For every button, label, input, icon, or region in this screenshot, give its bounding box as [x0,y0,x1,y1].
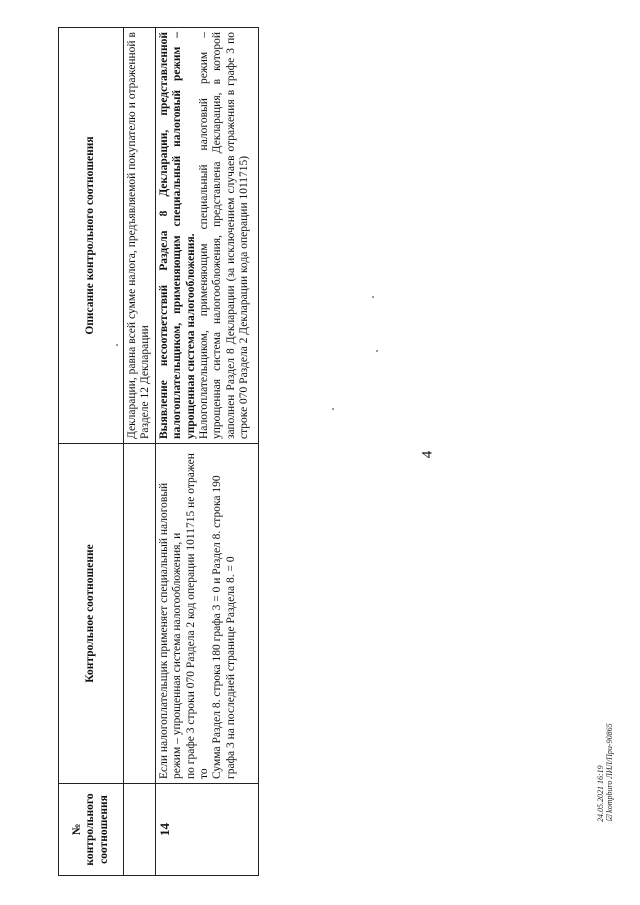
scan-speck [332,408,334,410]
table-header-row [59,28,124,876]
header-description: Описание контрольного соотношения [59,28,124,444]
row-14-control-line-1: Если налогоплательщик применяет специальный налоговый режим – упрощенная система налогообложения, и [157,482,184,779]
row-14-description-text: Налогоплательщиком, применяющим специальный налоговый режим – упрощенная система налогообложения, представлена Декларация, в которой заполнен Раздел 8 Декларации (за исключением случаев отражения в графе 3 по строке 070 Раздела 2 Декларации кода операции 1011715) [198,32,251,439]
row-14-number: 14 [155,784,258,876]
control-ratio-table [58,27,259,876]
scan-speck [116,344,118,346]
electronic-signature-stamp [596,723,614,822]
continuation-number [124,784,156,876]
header-number: № контрольного соотношения [59,784,124,876]
row-14-control-line-4: Сумма Раздел 8. строка 180 графа 3 = 0 и Раздел 8. строка 190 графа 3 на последней странице Раздела 8. = 0 [211,475,237,779]
scan-speck [376,350,378,352]
row-14-description-bold: Выявление несоответствий Раздела 8 Декларации, представленной налогоплательщиком, применяющим специальный налоговый режим – упрощенная система налогообложения. [157,32,197,439]
page-number: 4 [419,450,436,459]
continuation-control [124,444,156,784]
row-14-description [155,28,258,444]
control-ratio-table-rotated [58,28,250,876]
row-14-control [155,444,258,784]
row-14-control-line-3: то [198,768,211,779]
table-row-14 [155,28,258,876]
continuation-description: Декларации, равна всей сумме налога, предъявляемой покупателю и отраженной в Разделе 12 Декларации [124,28,156,444]
row-14-control-line-2: по графе 3 строки 070 Раздела 2 код операции 1011715 не отражен [184,453,197,779]
table-row-continuation [124,28,156,876]
scan-speck [372,296,374,298]
header-control: Контрольное соотношение [59,444,124,784]
stamp-line-2: ☑ kompburo ЛИЛ/При-90865 [605,723,614,822]
stamp-line-1: 24.05.2021 16:19 [596,765,605,822]
